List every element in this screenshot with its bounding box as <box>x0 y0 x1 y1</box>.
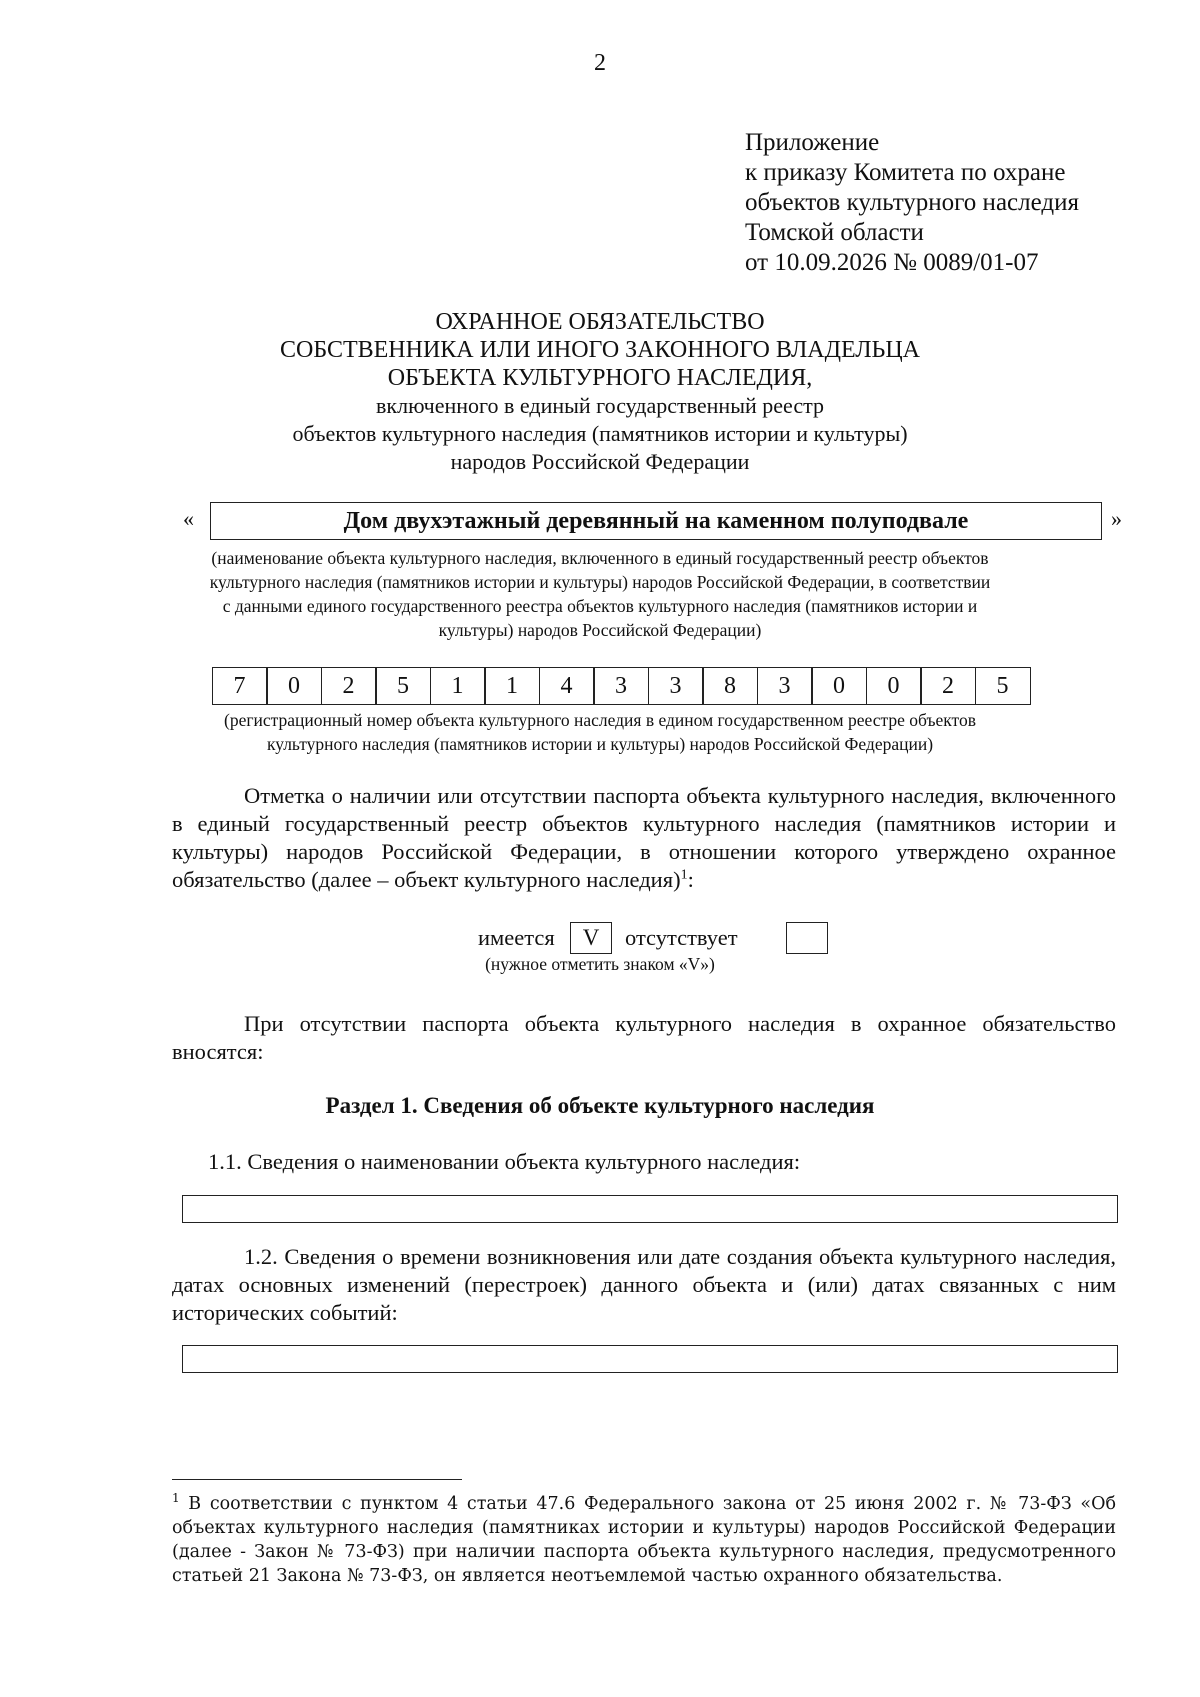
title-line: СОБСТВЕННИКА ИЛИ ИНОГО ЗАКОННОГО ВЛАДЕЛЬЦА <box>279 337 921 363</box>
reg-digit-cell[interactable]: 7 <box>212 667 268 705</box>
footnote <box>172 1492 1116 1588</box>
appendix-line: от 10.09.2026 № 0089/01-07 <box>745 249 1039 276</box>
absence-paragraph: При отсутствии паспорта объекта культурного наследия в охранное обязательство вносятся: <box>172 1011 1116 1064</box>
appendix-line: Приложение <box>745 129 880 156</box>
passport-text: Отметка о наличии или отсутствии паспорта объекта культурного наследия, включенного в единый государственный реестр объектов культурного наследия (памятников истории и культуры) народов Российской Федерации, в отношении которого утверждено охранное обязательство (далее – объект культурного наследия) <box>172 783 1116 892</box>
passport-paragraph <box>172 782 1116 894</box>
document-title <box>0 308 1200 476</box>
reg-digit-cell[interactable]: 3 <box>648 667 704 705</box>
title-line: народов Российской Федерации <box>450 449 750 474</box>
caption-line: с данными единого государственного реестра объектов культурного наследия (памятников истории и <box>222 596 978 616</box>
item-1-1-field[interactable] <box>182 1195 1118 1223</box>
caption-line: (наименование объекта культурного наследия, включенного в единый государственный реестр объектов <box>211 548 989 568</box>
item-1-1-label: 1.1. Сведения о наименовании объекта культурного наследия: <box>208 1149 801 1174</box>
caption-line: культурного наследия (памятников истории и культуры) народов Российской Федерации) <box>266 734 934 754</box>
reg-digit-cell[interactable]: 0 <box>866 667 922 705</box>
footnote-text: В соответствии с пунктом 4 статьи 47.6 Федерального закона от 25 июня 2002 г. № 73-ФЗ «Об объектах культурного наследия (памятниках истории и культуры) народов Российской Федерации (далее - Закон № 73-ФЗ) при наличии паспорта объекта культурного наследия, предусмотренного статьей 21 Закона № 73-ФЗ, он является неотъемлемой частью охранного обязательства. <box>172 1494 1116 1586</box>
reg-digit-cell[interactable]: 2 <box>321 667 377 705</box>
reg-digit-cell[interactable]: 0 <box>266 667 322 705</box>
caption-line: культурного наследия (памятников истории и культуры) народов Российской Федерации, в соответствии <box>209 572 991 592</box>
object-name-field[interactable]: Дом двухэтажный деревянный на каменном полуподвале <box>210 502 1102 540</box>
page-number: 2 <box>594 50 606 76</box>
close-quote: » <box>1111 506 1122 531</box>
marks-caption: (нужное отметить знаком «V») <box>485 954 715 974</box>
title-line: ОБЪЕКТА КУЛЬТУРНОГО НАСЛЕДИЯ, <box>387 365 813 391</box>
footnote-separator <box>172 1479 462 1480</box>
passport-colon: : <box>687 867 694 892</box>
passport-marks <box>0 920 1200 956</box>
appendix-line: объектов культурного наследия <box>745 189 1079 216</box>
footnote-marker: 1 <box>172 1491 180 1506</box>
footnote-ref[interactable]: 1 <box>680 867 688 883</box>
reg-digit-cell[interactable]: 4 <box>539 667 595 705</box>
reg-digit-cell[interactable]: 8 <box>702 667 758 705</box>
appendix-line: Томской области <box>745 219 924 246</box>
no-passport-label: отсутствует <box>625 925 738 950</box>
appendix-block <box>745 128 1079 278</box>
registration-caption <box>0 708 1200 756</box>
reg-digit-cell[interactable]: 1 <box>484 667 540 705</box>
open-quote: « <box>183 506 194 531</box>
reg-digit-cell[interactable]: 1 <box>430 667 486 705</box>
has-passport-label: имеется <box>478 925 555 950</box>
title-line: включенного в единый государственный реестр <box>376 393 824 418</box>
reg-digit-cell[interactable]: 3 <box>593 667 649 705</box>
registration-number <box>213 667 1031 705</box>
reg-digit-cell[interactable]: 2 <box>920 667 976 705</box>
object-name-row <box>175 502 1125 542</box>
no-passport-checkbox[interactable] <box>786 922 828 954</box>
title-line: ОХРАННОЕ ОБЯЗАТЕЛЬСТВО <box>435 309 765 335</box>
has-passport-checkbox[interactable]: V <box>570 922 612 954</box>
reg-digit-cell[interactable]: 0 <box>811 667 867 705</box>
appendix-line: к приказу Комитета по охране <box>745 159 1066 186</box>
section-1-title: Раздел 1. Сведения об объекте культурного наследия <box>325 1093 875 1118</box>
caption-line: (регистрационный номер объекта культурного наследия в едином государственном реестре объектов <box>224 710 976 730</box>
caption-line: культуры) народов Российской Федерации) <box>438 620 762 640</box>
object-name-caption <box>0 546 1200 642</box>
reg-digit-cell[interactable]: 5 <box>975 667 1031 705</box>
item-1-2-field[interactable] <box>182 1345 1118 1373</box>
reg-digit-cell[interactable]: 5 <box>375 667 431 705</box>
title-line: объектов культурного наследия (памятников истории и культуры) <box>292 421 908 446</box>
reg-digit-cell[interactable]: 3 <box>757 667 813 705</box>
item-1-2-label: 1.2. Сведения о времени возникновения или дате создания объекта культурного наследия, датах основных изменений (перестроек) данного объекта и (или) датах связанных с ним исторических событий: <box>172 1244 1116 1325</box>
